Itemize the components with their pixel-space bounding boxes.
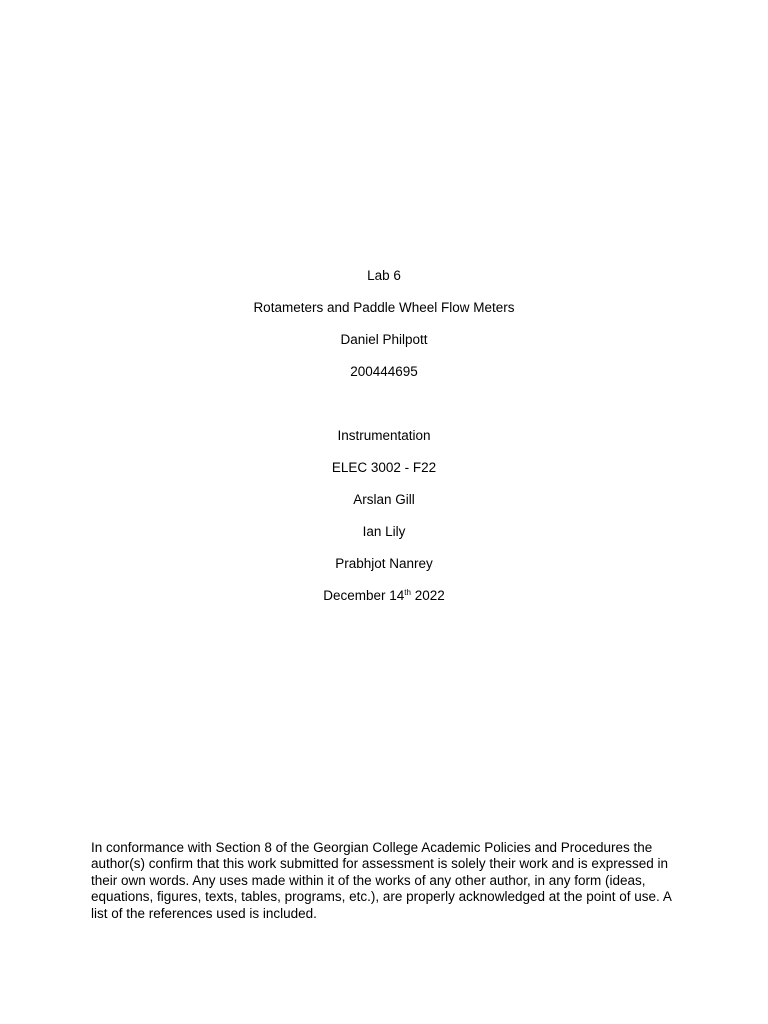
report-date bbox=[0, 588, 768, 604]
member-name: Ian Lily bbox=[362, 524, 406, 539]
member-name: Arslan Gill bbox=[353, 492, 415, 507]
academic-integrity-statement: In conformance with Section 8 of the Georgian College Academic Policies and Procedures the author(s) confirm that this work submitted for assessment is solely their work and is expressed in their own words. Any uses made within it of the works of any other author, in any form (ideas, equations, figures, texts, tables, programs, etc.), are properly acknowledged at the point of use. A list of the references used is included. bbox=[91, 839, 672, 921]
course-code: ELEC 3002 - F22 bbox=[331, 460, 437, 475]
member-name: Prabhjot Nanrey bbox=[335, 556, 433, 571]
student-id: 200444695 bbox=[350, 364, 418, 379]
report-title: Rotameters and Paddle Wheel Flow Meters bbox=[253, 300, 515, 315]
course-name: Instrumentation bbox=[337, 428, 431, 443]
date-day: December 14 bbox=[323, 588, 405, 603]
date-year: 2022 bbox=[410, 588, 445, 603]
lab-number: Lab 6 bbox=[367, 268, 401, 283]
date-ordinal: th bbox=[404, 588, 411, 597]
author-name: Daniel Philpott bbox=[340, 332, 428, 347]
